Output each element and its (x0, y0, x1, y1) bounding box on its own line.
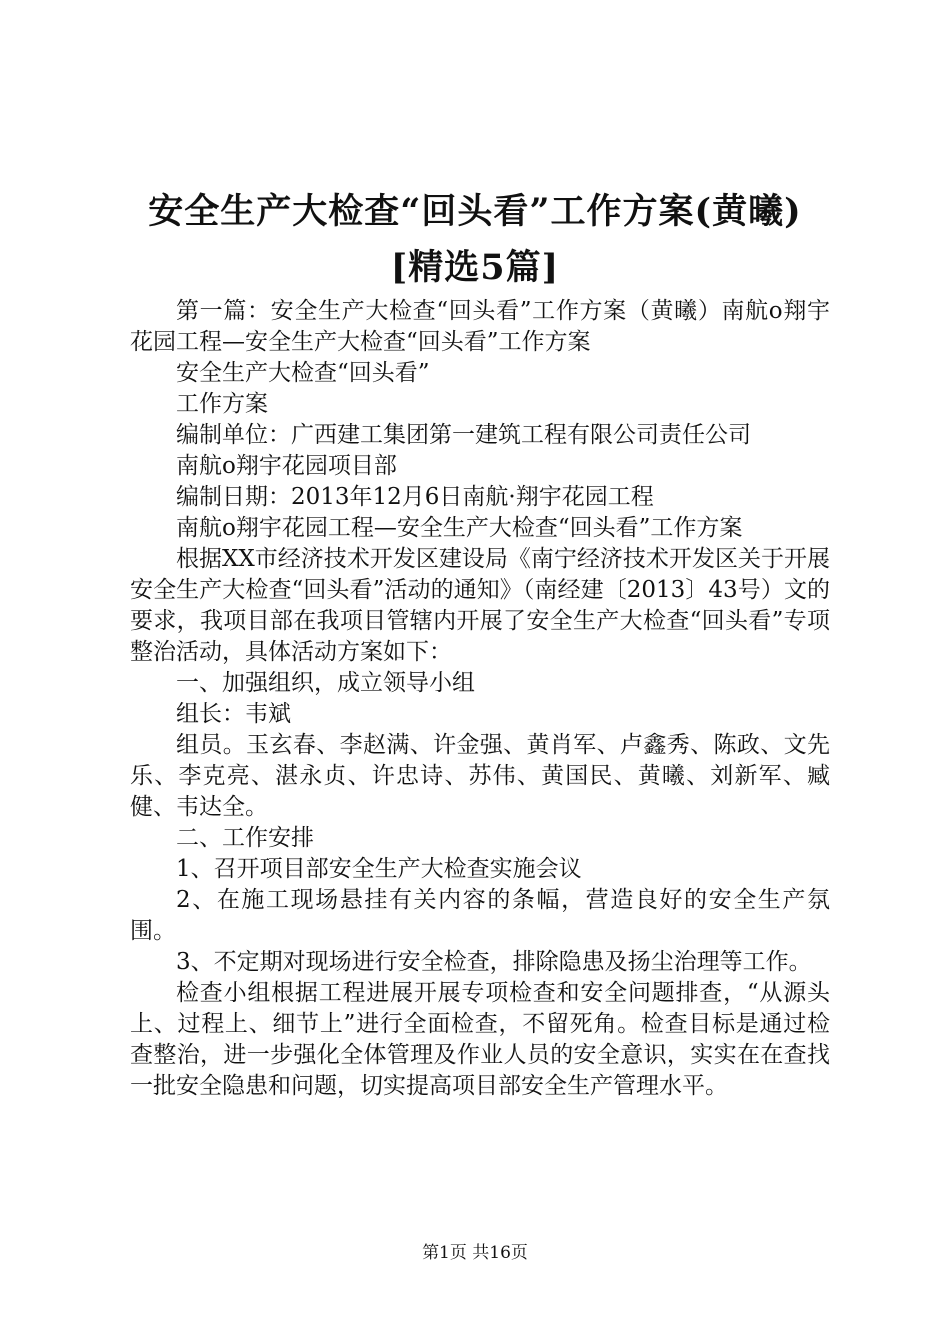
paragraph-project-dept: 南航ο翔宇花园项目部 (176, 453, 397, 479)
paragraph-date: 编制日期：2013年12月6日南航·翔宇花园工程 (176, 484, 654, 510)
page-number-footer: 第1页 共16页 (422, 1243, 528, 1263)
section-heading-1: 一、加强组织，成立领导小组 (176, 670, 475, 696)
paragraph-members: 组员。玉玄春、李赵满、许金强、黄肖军、卢鑫秀、陈政、文先乐、李克亮、湛永贞、许忠诗、苏伟、黄国民、黄曦、刘新军、臧健、韦达全。 (130, 732, 830, 820)
paragraph-basis: 根据XX市经济技术开发区建设局《南宁经济技术开发区关于开展安全生产大检查“回头看”活动的通知》（南经建〔2013〕43号）文的要求，我项目部在我项目管辖内开展了安全生产大检查“回头看”专项整治活动，具体活动方案如下： (130, 546, 830, 665)
document-body (130, 296, 830, 1102)
list-item: 1、召开项目部安全生产大检查实施会议 (176, 856, 582, 882)
list-item: 3、不定期对现场进行安全检查，排除隐患及扬尘治理等工作。 (176, 949, 812, 975)
paragraph-author-unit: 编制单位：广西建工集团第一建筑工程有限公司责任公司 (176, 422, 751, 448)
paragraph-heading-line: 安全生产大检查“回头看” (176, 360, 430, 386)
section-heading-2: 二、工作安排 (176, 825, 314, 851)
paragraph-leader: 组长：韦斌 (176, 701, 291, 727)
document-title: 安全生产大检查“回头看”工作方案(黄曦) (148, 191, 802, 232)
list-item: 2、在施工现场悬挂有关内容的条幅，营造良好的安全生产氛围。 (130, 887, 830, 944)
paragraph-inspection: 检查小组根据工程进展开展专项检查和安全问题排查，“从源头上、过程上、细节上”进行全面检查，不留死角。检查目标是通过检查整治，进一步强化全体管理及作业人员的安全意识，实实在在查找一批安全隐患和问题，切实提高项目部安全生产管理水平。 (130, 980, 830, 1099)
document-subtitle: [精选5篇] (390, 247, 560, 288)
paragraph-plan-title: 南航ο翔宇花园工程—安全生产大检查“回头看”工作方案 (176, 515, 743, 541)
paragraph-heading-line: 工作方案 (176, 391, 268, 417)
paragraph-intro: 第一篇：安全生产大检查“回头看”工作方案（黄曦）南航ο翔宇花园工程—安全生产大检查“回头看”工作方案 (130, 298, 830, 355)
